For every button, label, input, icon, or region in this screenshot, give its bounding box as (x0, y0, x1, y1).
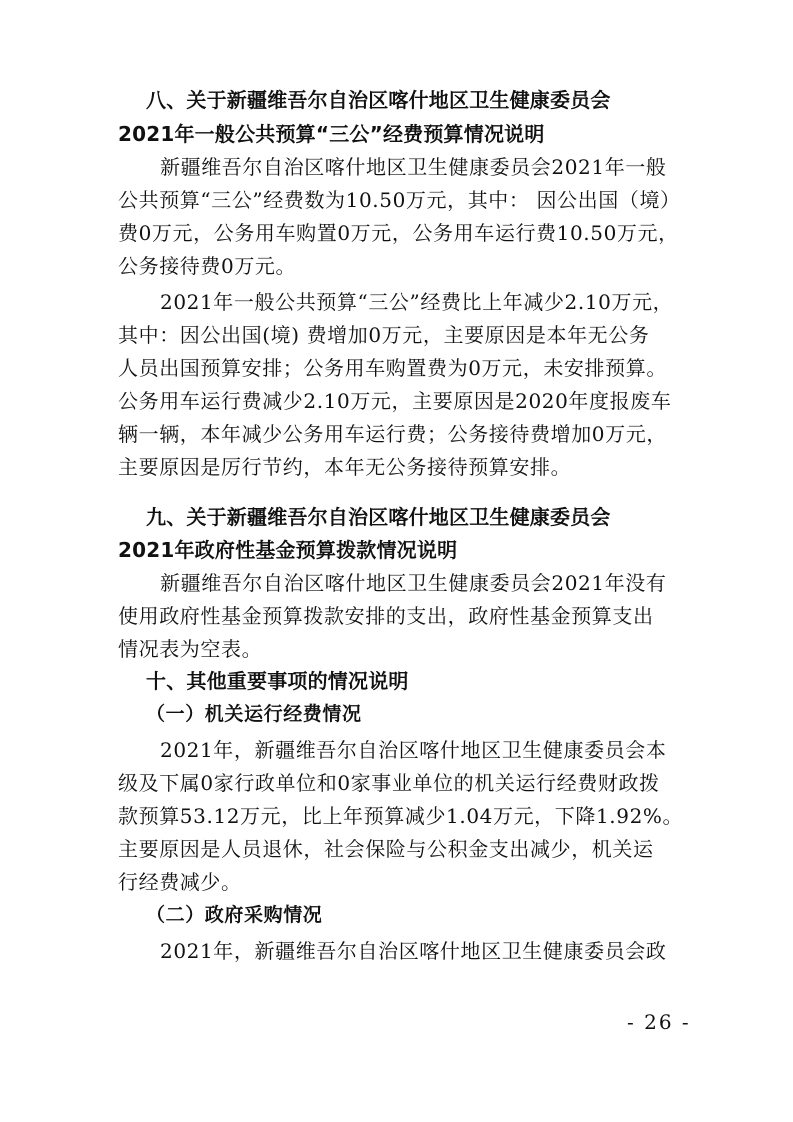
section8-p2-line6: 主要原因是厉行节约，本年无公务接待预算安排。 (118, 455, 572, 479)
section9-p1-line2: 使用政府性基金预算拨款安排的支出，政府性基金预算支出 (118, 604, 654, 628)
section8-p1-line2: 公共预算“三公”经费数为10.50万元，其中： 因公出国（境） (118, 188, 681, 212)
section9-p1-line1: 新疆维吾尔自治区喀什地区卫生健康委员会2021年没有 (160, 571, 667, 595)
section10-sub1-line5: 行经费减少。 (118, 870, 242, 894)
section8-heading-line2: 2021年一般公共预算“三公”经费预算情况说明 (118, 122, 545, 146)
section8-p1-line1: 新疆维吾尔自治区喀什地区卫生健康委员会2021年一般 (160, 155, 667, 179)
section10-sub1-line4: 主要原因是人员退休，社会保险与公积金支出减少，机关运 (118, 837, 654, 861)
section9-p1-line3: 情况表为空表。 (118, 637, 263, 661)
section9-heading-line1: 九、关于新疆维吾尔自治区喀什地区卫生健康委员会 (146, 505, 611, 529)
section10-sub1-heading: （一）机关运行经费情况 (146, 703, 362, 725)
page-number: - 26 - (627, 1010, 691, 1034)
section8-p2-line2: 其中：因公出国(境) 费增加0万元，主要原因是本年无公务 (118, 323, 650, 347)
section8-p2-line3: 人员出国预算安排；公务用车购置费为0万元，未安排预算。 (118, 356, 667, 380)
section8-p2-line4: 公务用车运行费减少2.10万元，主要原因是2020年度报废车 (118, 389, 672, 413)
section9-heading-line2: 2021年政府性基金预算拨款情况说明 (118, 538, 458, 562)
section8-heading-line1: 八、关于新疆维吾尔自治区喀什地区卫生健康委员会 (146, 88, 611, 112)
section10-heading: 十、其他重要事项的情况说明 (146, 669, 409, 693)
section8-p1-line4: 公务接待费0万元。 (118, 254, 297, 278)
section10-sub1-line2: 级及下属0家行政单位和0家事业单位的机关运行经费财政拨 (118, 771, 660, 795)
section10-sub2-heading: （二）政府采购情况 (146, 904, 323, 926)
section10-sub1-line1: 2021年，新疆维吾尔自治区喀什地区卫生健康委员会本 (160, 738, 667, 762)
section10-sub2-line1: 2021年，新疆维吾尔自治区喀什地区卫生健康委员会政 (160, 939, 667, 963)
section8-p2-line1: 2021年一般公共预算“三公”经费比上年减少2.10万元， (160, 290, 674, 314)
section8-p1-line3: 费0万元，公务用车购置0万元，公务用车运行费10.50万元， (118, 221, 679, 245)
section10-sub1-line3: 款预算53.12万元，比上年预算减少1.04万元，下降1.92%。 (118, 804, 684, 828)
section8-p2-line5: 辆一辆，本年减少公务用车运行费；公务接待费增加0万元， (118, 422, 667, 446)
